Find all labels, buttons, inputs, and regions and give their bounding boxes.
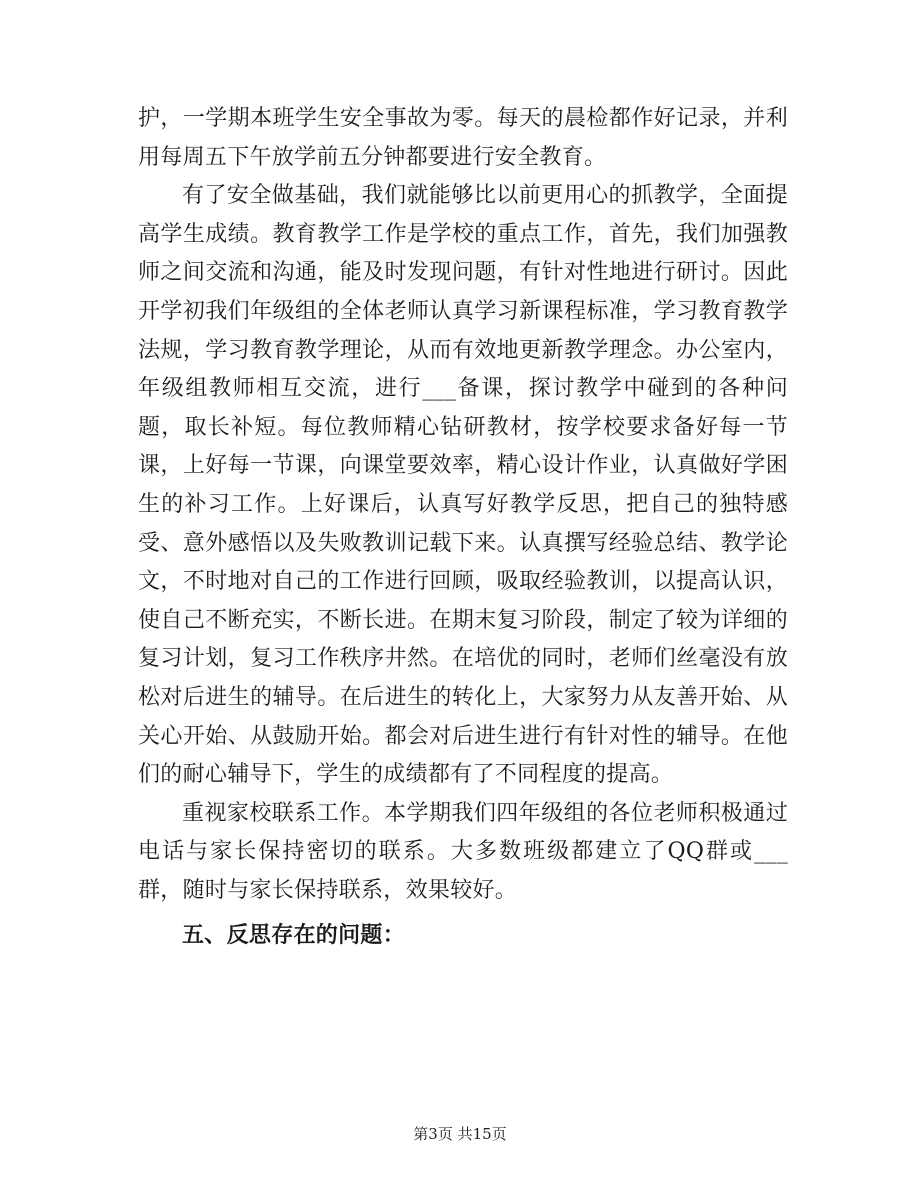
paragraph-teaching: 有了安全做基础，我们就能够比以前更用心的抓教学，全面提高学生成绩。教育教学工作是学校的重点工作，首先，我们加强教师之间交流和沟通，能及时发现问题，有针对性地进行研讨。因此开学初我们年级组的全体老师认真学习新课程标准，学习教育教学法规，学习教育教学理论，从而有效地更新教学理念。办公室内，年级组教师相互交流，进行___备课，探讨教学中碰到的各种问题，取长补短。每位教师精心钻研教材，按学校要求备好每一节课，上好每一节课，向课堂要效率，精心设计作业，认真做好学困生的补习工作。上好课后，认真写好教学反思，把自己的独特感受、意外感悟以及失败教训记载下来。认真撰写经验总结、教学论文，不时地对自己的工作进行回顾，吸取经验教训，以提高认识，使自己不断充实，不断长进。在期末复习阶段，制定了较为详细的复习计划，复习工作秩序井然。在培优的同时，老师们丝毫没有放松对后进生的辅导。在后进生的转化上，大家努力从友善开始、从关心开始、从鼓励开始。都会对后进生进行有针对性的辅导。在他们的耐心辅导下，学生的成绩都有了不同程度的提高。 <box>138 183 788 788</box>
section-heading: 五、反思存在的问题： <box>182 922 406 949</box>
document-body <box>138 100 788 955</box>
paragraph-continuation: 护，一学期本班学生安全事故为零。每天的晨检都作好记录，并利用每周五下午放学前五分钟都要进行安全教育。 <box>138 106 788 170</box>
page-number-footer: 第3页 共15页 <box>413 1125 507 1143</box>
paragraph-home-school: 重视家校联系工作。本学期我们四年级组的各位老师积极通过电话与家长保持密切的联系。大多数班级都建立了QQ群或___群，随时与家长保持联系，效果较好。 <box>138 800 788 903</box>
